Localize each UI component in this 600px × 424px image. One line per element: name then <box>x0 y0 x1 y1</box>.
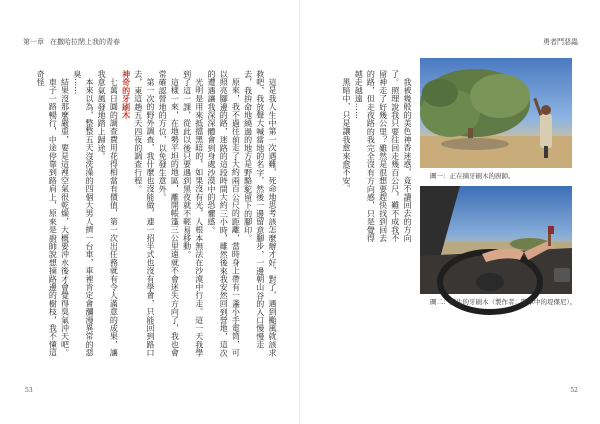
right-page-number: 52 <box>570 387 578 394</box>
photo-chef-picking-toothbrush-tree <box>420 58 572 168</box>
right-body-text <box>341 70 413 245</box>
body-paragraph: 我被幾般的美色神香迷惑，竟不讀回去的方向了。照理說我只要往回走幾百公尺，難不成我不留神走了好幾公里？雖然是很想要趕快找到回去的路，但走夜路的我完全沒有方向感，只是覺得越走越遠…… <box>354 70 412 243</box>
body-paragraph: 這是我人生中第一次遇難，死命地思考該怎麼辦才好，對了，遇到颱風就該求救吧，我放聲大喊當地的名字，然後一邊留意腳步，一邊朝山谷的入口慢慢走去，我拚命地繞過的地方是野駱駝留下的腳印。 <box>243 70 277 357</box>
body-paragraph: 第一次的野外調查，我什麼也沒能做，連一招半式也沒有學會，只能回到路口去，東這趟五天四夜的調查行程。 <box>133 70 155 357</box>
desert-tree-image <box>420 58 572 168</box>
left-page-number: 53 <box>25 387 33 394</box>
left-body-text <box>36 70 278 360</box>
right-running-head: 勇者鬥惡蟲 <box>543 38 578 46</box>
chapter-title: 在撒哈拉閉上我的青春 <box>50 38 120 46</box>
body-paragraph: 黑暗中，只是讓我愈來愈不安。 <box>341 78 351 193</box>
figure-1-text: 正在摘牙刷木的廚師。 <box>449 172 515 180</box>
car-interior-image <box>420 186 572 294</box>
figure-1-number: 圖一 <box>430 172 443 180</box>
left-running-head <box>23 37 120 47</box>
figure-2-text: 野生的牙刷木（製作者：開車中的堤傑尼）。 <box>449 298 577 306</box>
body-paragraph: 本來以為，整整五天沒洗澡的四個大男人擠一台車，車裡肯定會瀰漫異常的惡臭…… <box>72 70 94 357</box>
body-paragraph: 這樣一來，在地勢平坦的地區，離開帳篷三公里遠就不會迷失方向了，我也會常確認營地的方位，以免發生意外。 <box>158 70 180 357</box>
photo-wild-toothbrush-tree <box>420 186 572 294</box>
body-paragraph: 結果沒那麼嚴重，要是這裡空氣很乾燥，大概要沖水後才會覺得臭氣沖天吧。 <box>60 78 70 357</box>
figure-2-caption: 圖二：野生的牙刷木（製作者：開車中的堤傑尼）。 <box>430 298 577 306</box>
body-paragraph: 七萬日圓的調查費用花得相當有價值，第一次出任務就有令人滿意的成果，讓我意氣風發地踏上歸途。 <box>97 70 119 357</box>
body-paragraph: 光明是用來抵擋黑暗的，如果沒有光，人根本無法在沙漠中行走。這一天我學到了這一課，從此以後只要遇到黑夜就不輕易移動。 <box>182 70 204 357</box>
chapter-number: 第一章 <box>23 38 44 46</box>
body-paragraph: 車子一路暢行，中途停靠到路肩上，原來是廚師說想摘路邊的樹枝，我不懂這奇怪 <box>36 70 58 357</box>
figure-2-number: 圖二 <box>430 298 443 306</box>
section-heading: 神奇的牙刷木 <box>121 70 131 120</box>
body-paragraph: 原來，我不過往前走了大約兩百公尺的距離，當時身上帶有一盞小手電筒，可以照亮腳邊的路，迷路的這段時間大約三小時，雖然後來我安然回到營地，這次的遭遇讓我深深體會到身處沙漠中的恐懼感。 <box>206 70 241 357</box>
figure-1-caption: 圖一：正在摘牙刷木的廚師。 <box>430 172 515 180</box>
